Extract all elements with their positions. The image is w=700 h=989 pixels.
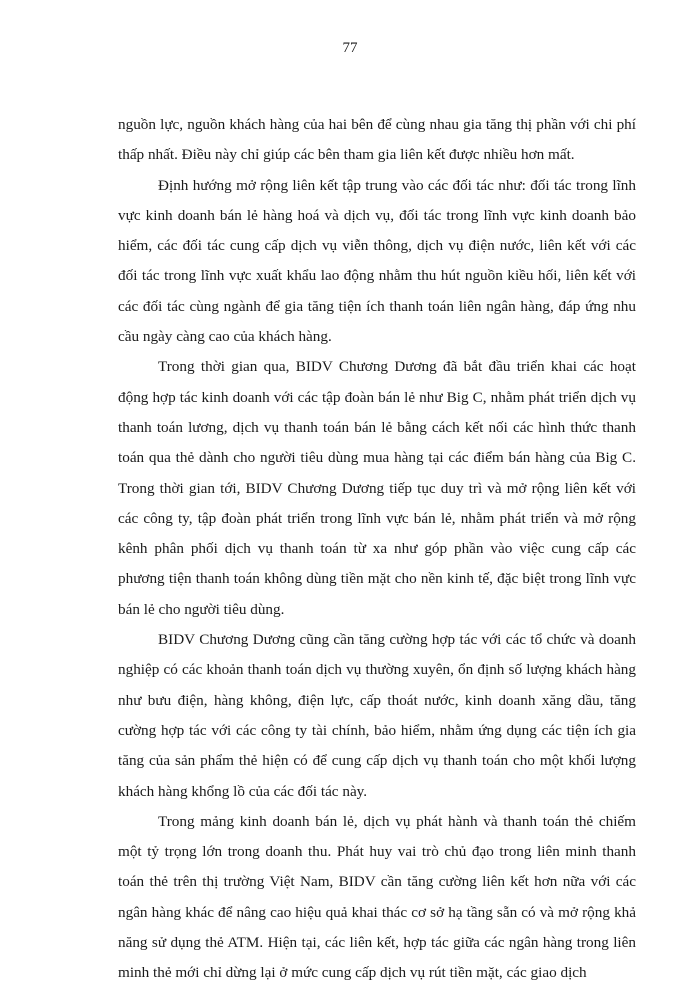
body-text — [118, 110, 636, 989]
paragraph-2: Định hướng mở rộng liên kết tập trung vào các đối tác như: đối tác trong lĩnh vực kinh doanh bán lẻ hàng hoá và dịch vụ, đối tác trong lĩnh vực kinh doanh bảo hiểm, các đối tác cung cấp dịch vụ viễn thông, dịch vụ điện nước, liên kết với các đối tác trong lĩnh vực xuất khẩu lao động nhằm thu hút nguồn kiều hối, liên kết với các đối tác cùng ngành để gia tăng tiện ích thanh toán liên ngân hàng, đáp ứng nhu cầu ngày càng cao của khách hàng. — [118, 176, 636, 346]
paragraph-5: Trong mảng kinh doanh bán lẻ, dịch vụ phát hành và thanh toán thẻ chiếm một tỷ trọng lớn trong doanh thu. Phát huy vai trò chủ đạo trong liên minh thanh toán thẻ trên thị trường Việt Nam, BIDV cần tăng cường liên kết hơn nữa với các ngân hàng khác để nâng cao hiệu quả khai thác cơ sở hạ tầng sẵn có và mở rộng khả năng sử dụng thẻ ATM. Hiện tại, các liên kết, hợp tác giữa các ngân hàng trong liên minh thẻ mới chỉ dừng lại ở mức cung cấp dịch vụ rút tiền mặt, các giao dịch — [118, 812, 636, 982]
paragraph-1: nguồn lực, nguồn khách hàng của hai bên để cùng nhau gia tăng thị phần với chi phí thấp nhất. Điều này chỉ giúp các bên tham gia liên kết được nhiều hơn mất. — [118, 116, 636, 164]
paragraph-4: BIDV Chương Dương cũng cần tăng cường hợp tác với các tổ chức và doanh nghiệp có các khoản thanh toán dịch vụ thường xuyên, ổn định số lượng khách hàng như bưu điện, hàng không, điện lực, cấp thoát nước, kinh doanh xăng dầu, tăng cường hợp tác với các công ty tài chính, bảo hiểm, nhằm ứng dụng các tiện ích gia tăng của sản phẩm thẻ hiện có để cung cấp dịch vụ thanh toán cho một khối lượng khách hàng khổng lồ của các đối tác này. — [118, 631, 636, 800]
page-number: 77 — [342, 40, 358, 56]
paragraph-3: Trong thời gian qua, BIDV Chương Dương đã bắt đầu triển khai các hoạt động hợp tác kinh doanh với các tập đoàn bán lẻ như Big C, nhằm phát triển dịch vụ thanh toán lương, dịch vụ thanh toán bán lẻ bằng cách kết nối các hình thức thanh toán qua thẻ dành cho người tiêu dùng mua hàng tại các điểm bán hàng của Big C. Trong thời gian tới, BIDV Chương Dương tiếp tục duy trì và mở rộng liên kết với các công ty, tập đoàn phát triển trong lĩnh vực bán lẻ, nhằm phát triển và mở rộng kênh phân phối dịch vụ thanh toán từ xa như góp phần vào việc cung cấp các phương tiện thanh toán không dùng tiền mặt cho nền kinh tế, đặc biệt trong lĩnh vực bán lẻ cho người tiêu dùng. — [118, 358, 636, 618]
